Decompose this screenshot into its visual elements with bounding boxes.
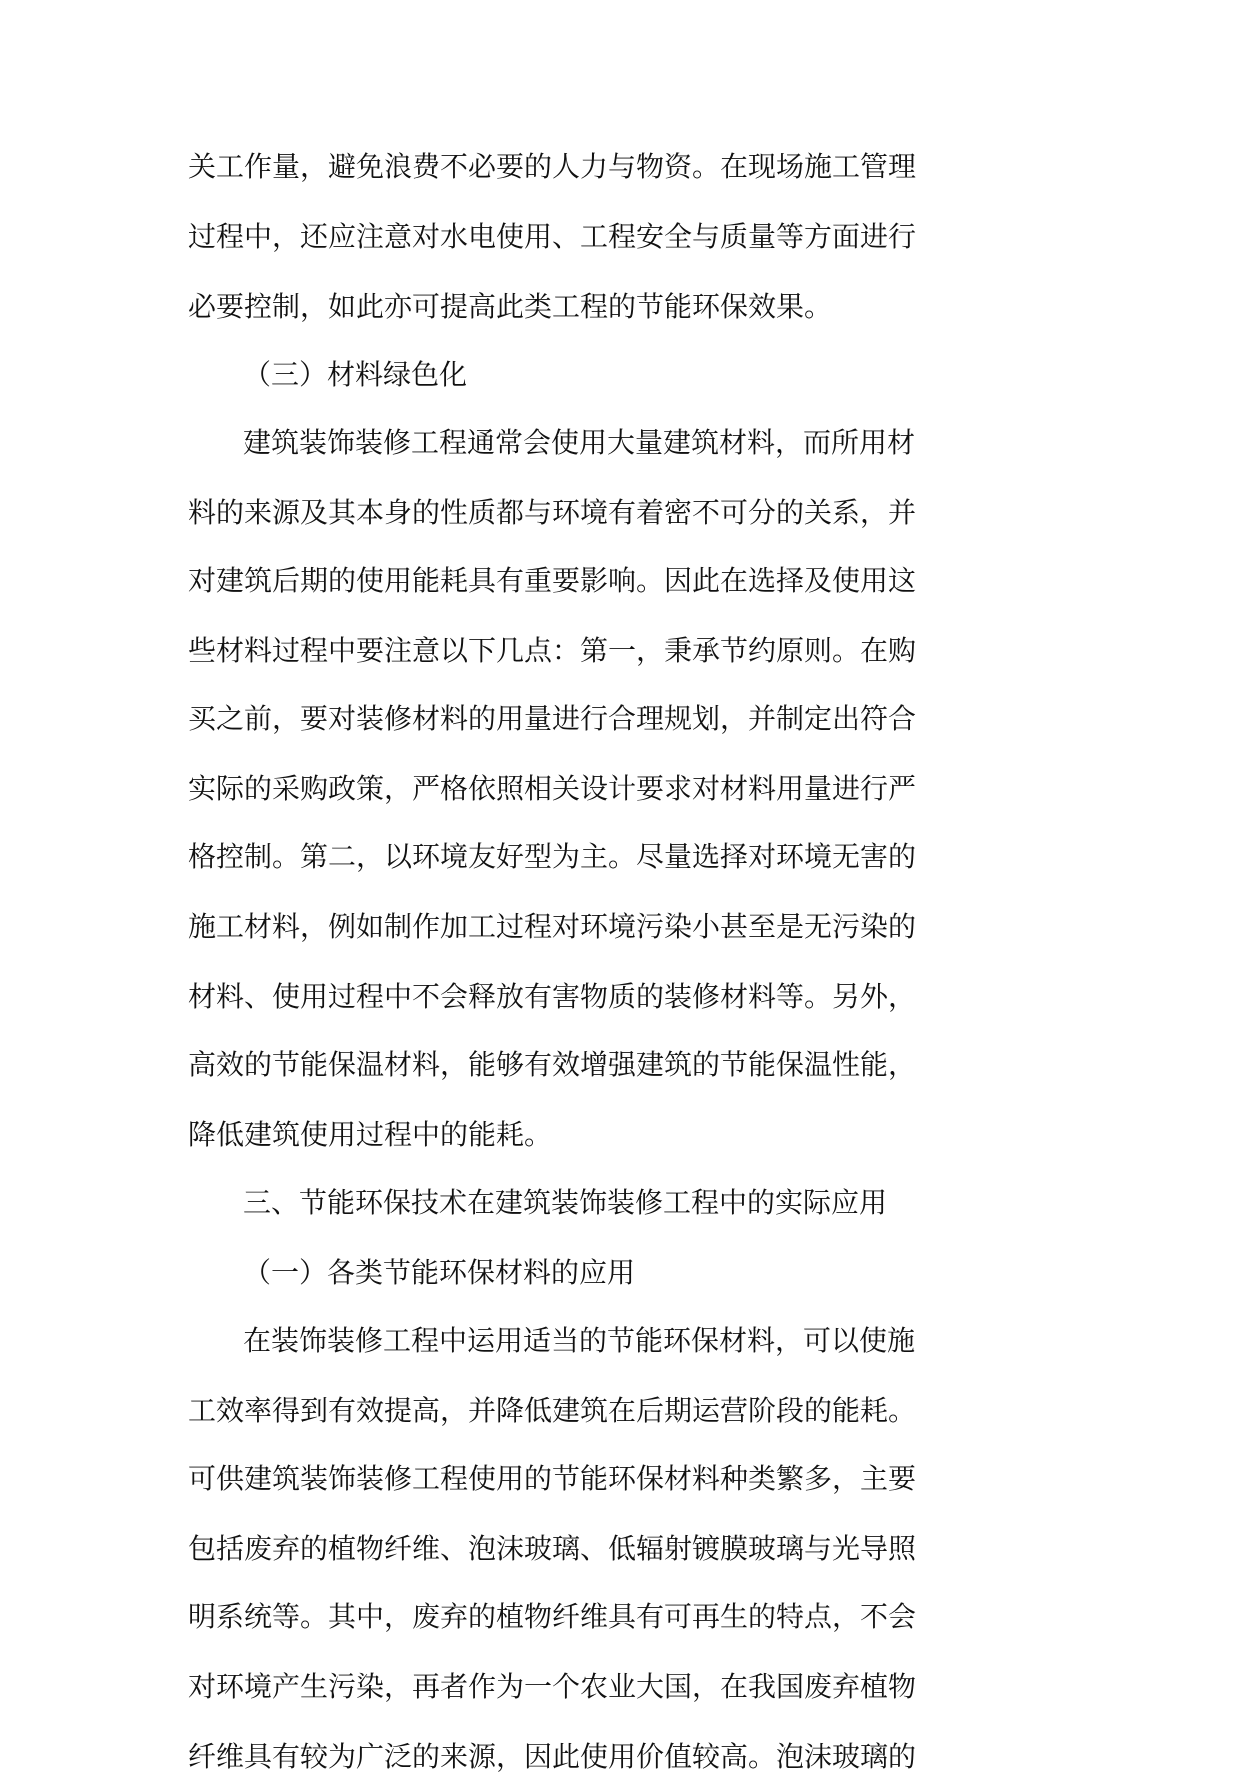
text-line: 实际的采购政策，严格依照相关设计要求对材料用量进行严: [188, 772, 917, 805]
text-line: 对建筑后期的使用能耗具有重要影响。因此在选择及使用这: [188, 564, 917, 597]
text-line: 可供建筑装饰装修工程使用的节能环保材料种类繁多，主要: [188, 1462, 917, 1495]
text-line: 纤维具有较为广泛的来源，因此使用价值较高。泡沫玻璃的: [188, 1740, 917, 1773]
text-line: 施工材料，例如制作加工过程对环境污染小甚至是无污染的: [188, 910, 917, 943]
text-line: 降低建筑使用过程中的能耗。: [188, 1118, 553, 1151]
text-line: 对环境产生污染，再者作为一个农业大国，在我国废弃植物: [188, 1670, 917, 1703]
section-heading: （三）材料绿色化: [243, 358, 468, 391]
section-heading: 三、节能环保技术在建筑装饰装修工程中的实际应用: [243, 1186, 888, 1219]
text-line: 高效的节能保温材料，能够有效增强建筑的节能保温性能，: [188, 1048, 917, 1081]
text-line: 包括废弃的植物纤维、泡沫玻璃、低辐射镀膜玻璃与光导照: [188, 1532, 917, 1565]
text-line: 明系统等。其中，废弃的植物纤维具有可再生的特点，不会: [188, 1600, 917, 1633]
text-line: 关工作量，避免浪费不必要的人力与物资。在现场施工管理: [188, 150, 917, 183]
text-line: 工效率得到有效提高，并降低建筑在后期运营阶段的能耗。: [188, 1394, 917, 1427]
subsection-heading: （一）各类节能环保材料的应用: [243, 1256, 636, 1289]
text-line: 格控制。第二，以环境友好型为主。尽量选择对环境无害的: [188, 840, 917, 873]
text-line: 建筑装饰装修工程通常会使用大量建筑材料，而所用材: [243, 426, 916, 459]
text-line: 必要控制，如此亦可提高此类工程的节能环保效果。: [188, 290, 833, 323]
text-line: 过程中，还应注意对水电使用、工程安全与质量等方面进行: [188, 220, 917, 253]
text-line: 料的来源及其本身的性质都与环境有着密不可分的关系，并: [188, 496, 917, 529]
text-line: 买之前，要对装修材料的用量进行合理规划，并制定出符合: [188, 702, 917, 735]
text-line: 材料、使用过程中不会释放有害物质的装修材料等。另外，: [188, 980, 917, 1013]
text-line: 些材料过程中要注意以下几点：第一，秉承节约原则。在购: [188, 634, 917, 667]
text-line: 在装饰装修工程中运用适当的节能环保材料，可以使施: [243, 1324, 916, 1357]
